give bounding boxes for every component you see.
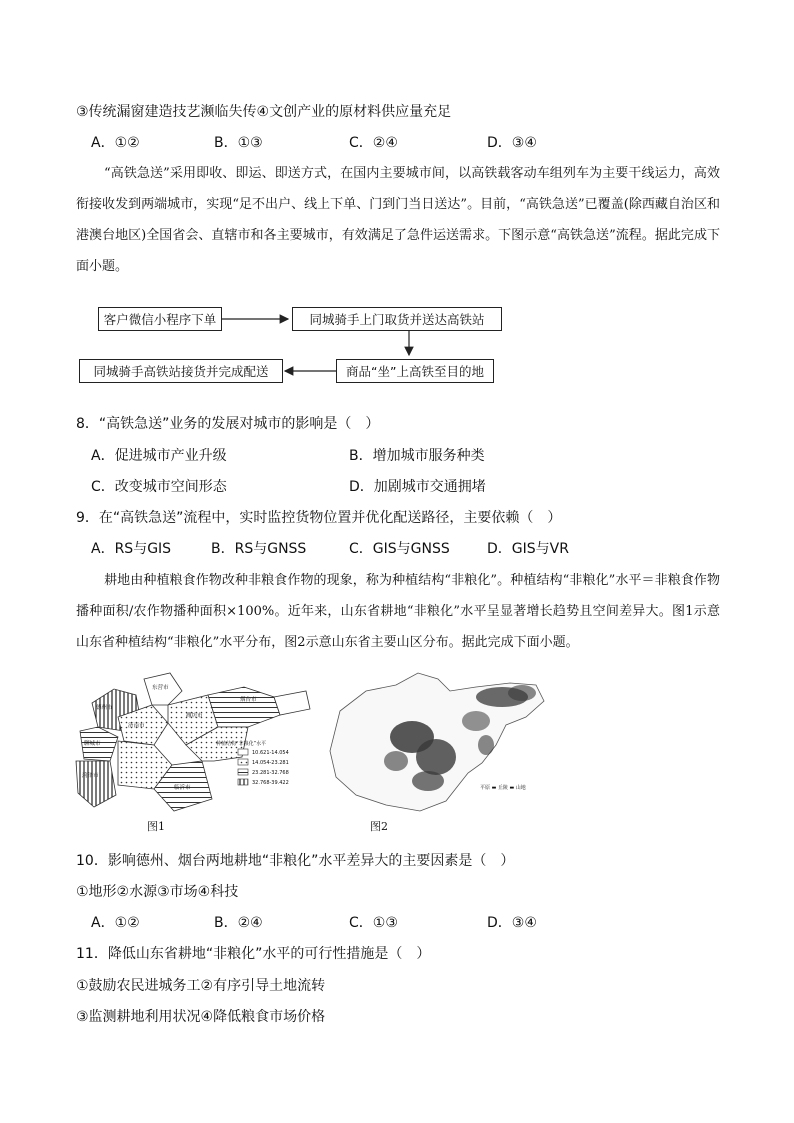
map-region-heze bbox=[76, 761, 116, 807]
q8-option-d[interactable]: D．加剧城市交通拥堵 bbox=[349, 479, 486, 495]
q10-stem: 10．影响德州、烟台两地耕地“非粮化”水平差异大的主要因素是（ ） bbox=[76, 853, 515, 869]
flow-step-order: 客户微信小程序下单 bbox=[98, 307, 222, 331]
map-label-linyi: 临沂市 bbox=[174, 785, 191, 791]
q9-option-c[interactable]: C．GIS与GNSS bbox=[349, 541, 450, 557]
flowchart-arrows bbox=[0, 0, 794, 400]
figure-2-legend: 平原 ▬ 丘陵 ▬ 山地 bbox=[480, 785, 526, 791]
q7-option-a[interactable]: A．①② bbox=[91, 135, 140, 151]
map-label-dongying: 东营市 bbox=[152, 685, 169, 691]
passage-text: “高铁急送”采用即收、即运、即送方式，在国内主要城市间，以高铁载客动车组列车为主要干线运力，高效衔接收发到两端城市，实现“足不出户、线上下单、门到门当日送达”。目前，“高铁急送”已覆盖(除西藏自治区和港澳台地区)全国省会、直辖市和各主要城市，有效满足了急件运送需求。下图示意“高铁急送”流程。据此完成下面小题。 bbox=[76, 166, 720, 274]
map-region-yantai bbox=[208, 687, 280, 727]
legend-item-4: 32.768-39.422 bbox=[252, 780, 289, 786]
q9-option-a[interactable]: A．RS与GIS bbox=[91, 541, 172, 557]
legend-item-3: 23.281-32.768 bbox=[252, 770, 289, 776]
q7-statement: ③传统漏窗建造技艺濒临失传④文创产业的原材料供应量充足 bbox=[76, 104, 452, 120]
figure-1-caption: 图1 bbox=[147, 820, 165, 833]
passage-non-grain bbox=[76, 565, 720, 658]
map-label-weifang: 潍坊市 bbox=[186, 713, 203, 719]
q10-option-b[interactable]: B．②④ bbox=[214, 915, 263, 931]
q10-option-d[interactable]: D．③④ bbox=[487, 915, 537, 931]
figure-1-legend bbox=[216, 740, 289, 786]
q11-statement-1: ①鼓励农民进城务工②有序引导土地流转 bbox=[76, 978, 326, 994]
q8-option-b[interactable]: B．增加城市服务种类 bbox=[349, 448, 485, 464]
flow-step-rail: 商品“坐”上高铁至目的地 bbox=[336, 359, 494, 383]
flow-step-pickup: 同城骑手上门取货并送达高铁站 bbox=[292, 307, 502, 331]
legend-item-1: 10.621-14.054 bbox=[252, 750, 289, 756]
figure-2-caption: 图2 bbox=[370, 820, 388, 833]
q11-stem: 11．降低山东省耕地“非粮化”水平的可行性措施是（ ） bbox=[76, 946, 431, 962]
map-label-heze: 菏泽市 bbox=[82, 773, 99, 779]
map-label-yantai: 烟台市 bbox=[240, 697, 257, 703]
q10-statement: ①地形②水源③市场④科技 bbox=[76, 884, 239, 900]
flow-step-delivery: 同城骑手高铁站接货并完成配送 bbox=[79, 359, 283, 383]
q9-option-b[interactable]: B．RS与GNSS bbox=[211, 541, 307, 557]
passage-text: 耕地由种植粮食作物改种非粮食作物的现象，称为种植结构“非粮化”。种植结构“非粮化”水平＝非粮食作物播种面积/农作物播种面积×100%。近年来，山东省耕地“非粮化”水平呈显著增长趋势且空间差异大。图1示意山东省种植结构“非粮化”水平分布，图2示意山东省主要山区分布。据此完成下面小题。 bbox=[76, 573, 720, 650]
q8-option-c[interactable]: C．改变城市空间形态 bbox=[91, 479, 227, 495]
q9-stem: 9．在“高铁急送”流程中，实时监控货物位置并优化配送路径，主要依赖（ ） bbox=[76, 510, 562, 526]
q10-option-c[interactable]: C．①③ bbox=[349, 915, 398, 931]
q10-option-a[interactable]: A．①② bbox=[91, 915, 140, 931]
q7-option-b[interactable]: B．①③ bbox=[214, 135, 263, 151]
figure-2-map bbox=[326, 665, 556, 815]
map-region-weihai bbox=[274, 691, 310, 715]
figure-1-map bbox=[74, 665, 314, 815]
q7-option-d[interactable]: D．③④ bbox=[487, 135, 537, 151]
q8-option-a[interactable]: A．促进城市产业升级 bbox=[91, 448, 227, 464]
map-label-liaocheng: 聊城市 bbox=[84, 741, 101, 747]
map-label-jinan: 济南市 bbox=[128, 723, 145, 729]
legend-item-2: 14.054-23.281 bbox=[252, 760, 289, 766]
legend-title: 种植结构“非粮化”水平 bbox=[216, 741, 267, 747]
q11-statement-2: ③监测耕地利用状况④降低粮食市场价格 bbox=[76, 1009, 326, 1025]
q8-stem: 8．“高铁急送”业务的发展对城市的影响是（ ） bbox=[76, 416, 380, 432]
q7-option-c[interactable]: C．②④ bbox=[349, 135, 398, 151]
map-label-dezhou: 德州市 bbox=[96, 705, 113, 711]
q9-option-d[interactable]: D．GIS与VR bbox=[487, 541, 569, 557]
